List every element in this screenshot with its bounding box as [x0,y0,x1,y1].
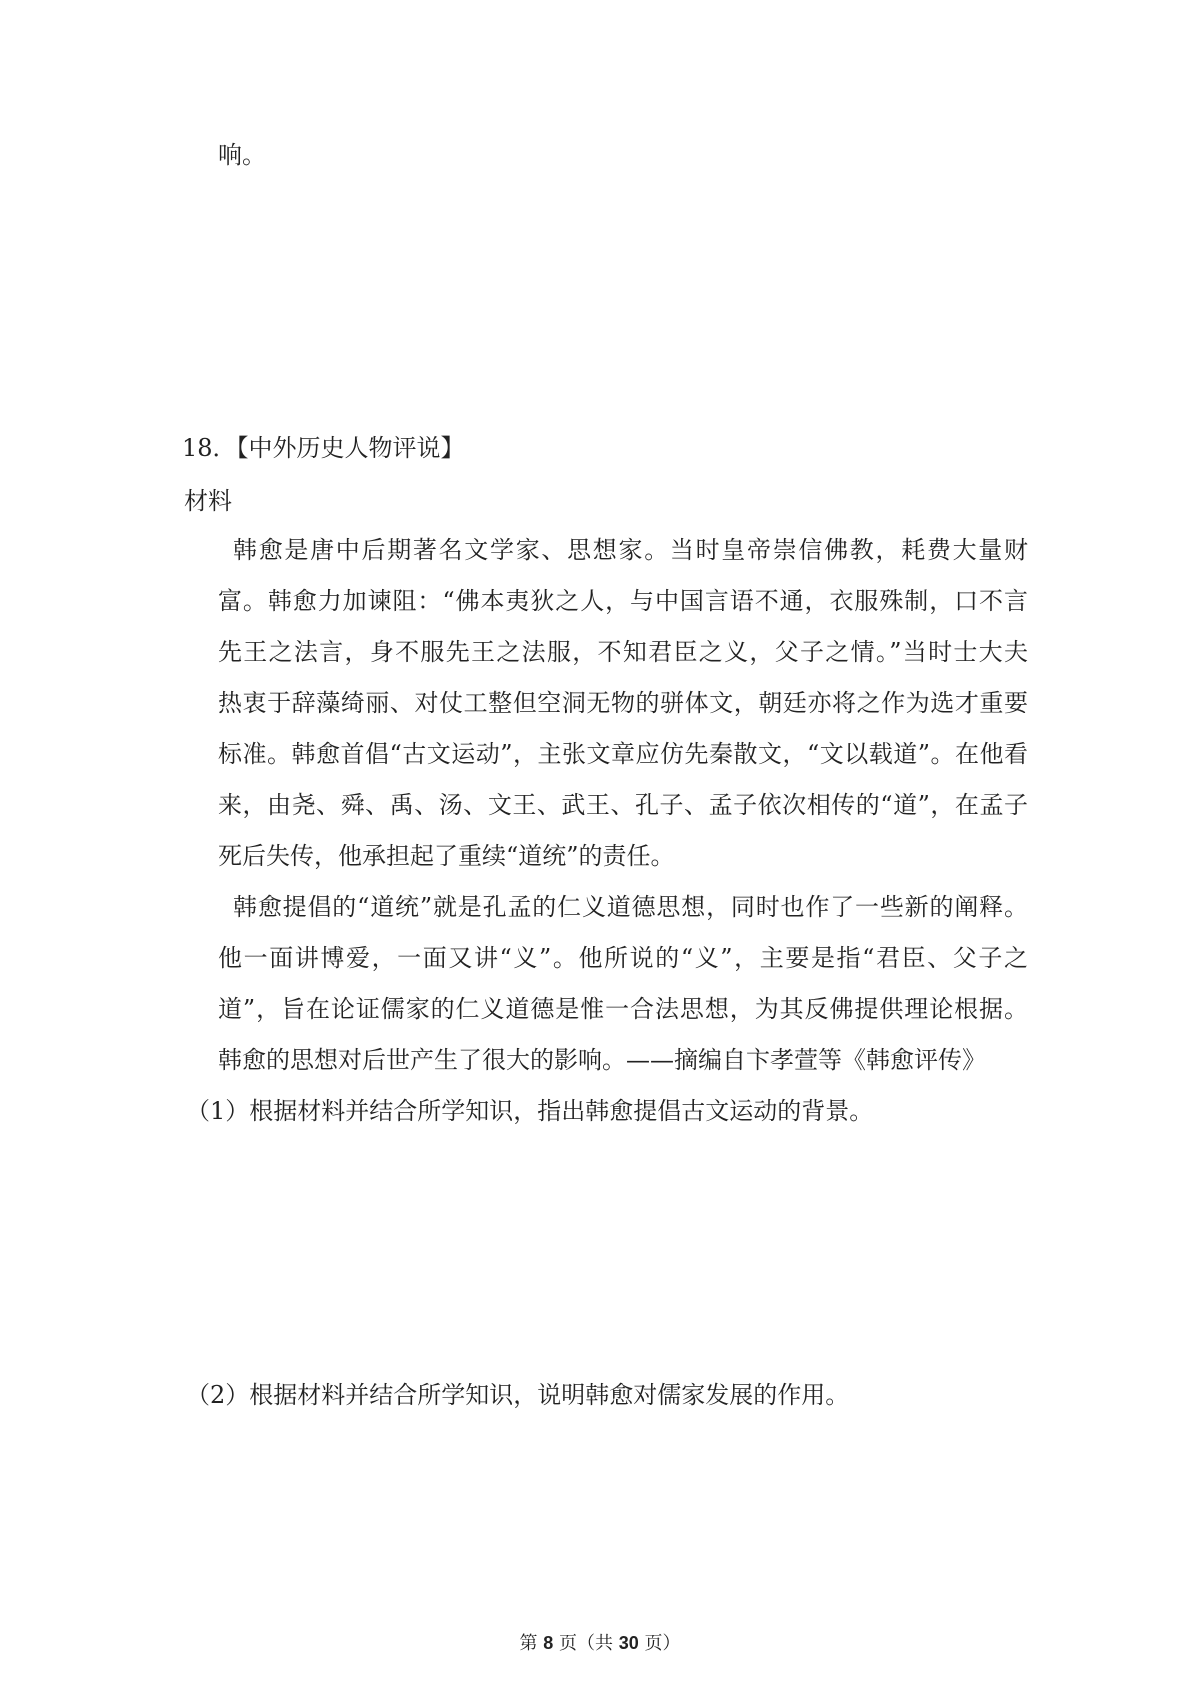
footer-page-number: 8 [543,1633,554,1653]
footer-total-pages: 30 [618,1633,639,1653]
material-line: 富。韩愈力加谏阻：“佛本夷狄之人，与中国言语不通，衣服殊制，口不言 [218,587,1028,615]
material-line: 先王之法言，身不服先王之法服，不知君臣之义，父子之情。”当时士大夫 [218,638,1028,666]
material-line: 韩愈提倡的“道统”就是孔孟的仁义道德思想，同时也作了一些新的阐释。 [233,893,1028,921]
material-line: 标准。韩愈首倡“古文运动”，主张文章应仿先秦散文，“文以载道”。在他看 [218,740,1028,768]
question-number: 18． [182,434,237,462]
material-line: 热衷于辞藻绮丽、对仗工整但空洞无物的骈体文，朝廷亦将之作为选才重要 [218,689,1028,717]
previous-question-tail: 响。 [218,141,266,169]
material-label: 材料 [184,487,232,515]
footer-middle: 页（共 [553,1633,619,1654]
page-footer [0,1632,1200,1655]
material-line: 来，由尧、舜、禹、汤、文王、武王、孔子、孟子依次相传的“道”，在孟子 [218,791,1028,819]
material-line: 道”，旨在论证儒家的仁义道德是惟一合法思想，为其反佛提供理论根据。 [218,995,1028,1023]
sub-question-1: （1）根据材料并结合所学知识，指出韩愈提倡古文运动的背景。 [186,1097,874,1125]
material-line: 他一面讲博爱，一面又讲“义”。他所说的“义”，主要是指“君臣、父子之 [218,944,1028,972]
question-title: 【中外历史人物评说】 [236,434,465,462]
material-line: 韩愈的思想对后世产生了很大的影响。——摘编自卞孝萱等《韩愈评传》 [218,1046,986,1074]
question-heading [182,433,465,463]
material-line: 死后失传，他承担起了重续“道统”的责任。 [218,842,675,870]
sub-question-2: （2）根据材料并结合所学知识，说明韩愈对儒家发展的作用。 [186,1381,850,1409]
material-line: 韩愈是唐中后期著名文学家、思想家。当时皇帝崇信佛教，耗费大量财 [233,536,1028,564]
footer-prefix: 第 [519,1633,544,1654]
footer-suffix: 页） [638,1633,681,1654]
